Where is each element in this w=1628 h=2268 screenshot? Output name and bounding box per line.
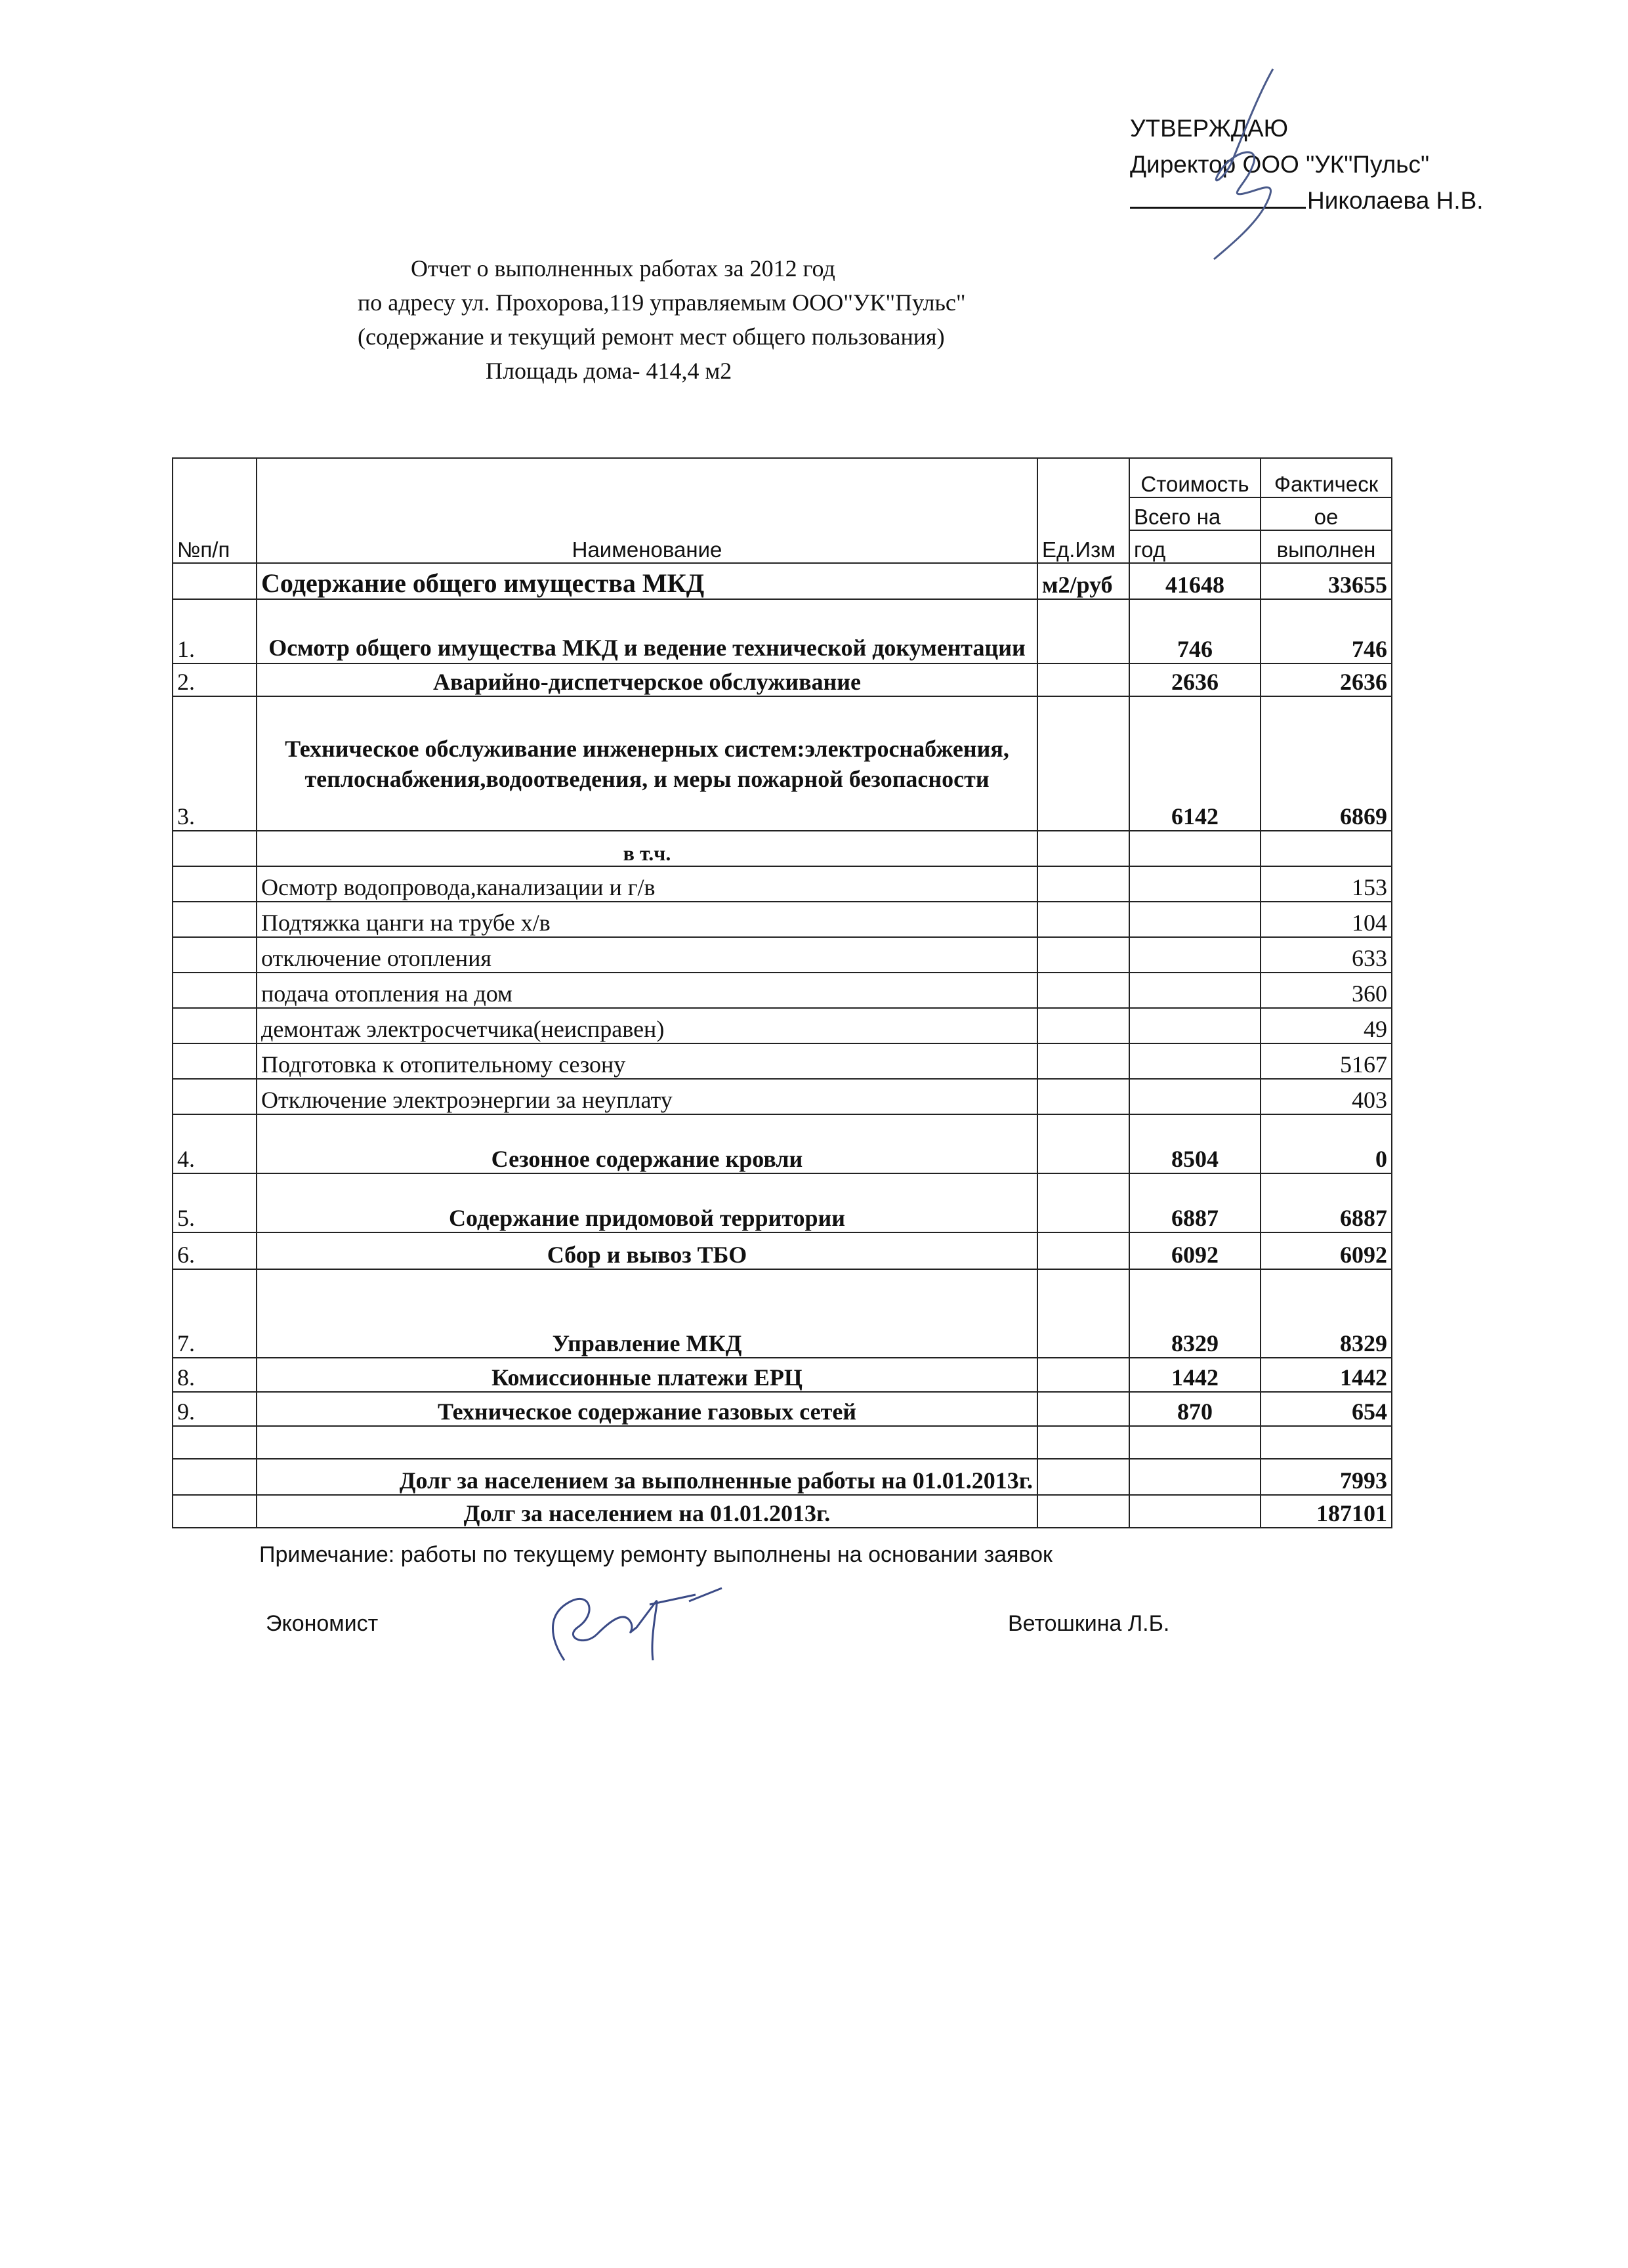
cell-fact: 2636: [1261, 663, 1392, 696]
table-row: [173, 937, 1392, 973]
cell-fact: [1261, 1426, 1392, 1459]
cell-name: Подготовка к отопительному сезону: [257, 1043, 1037, 1079]
cell-plan: [1129, 937, 1261, 973]
approval-position: Директор ООО "УК"Пульс": [1130, 151, 1430, 178]
cell-num: [173, 902, 257, 937]
header-num: №п/п: [173, 458, 257, 563]
cell-plan: [1129, 973, 1261, 1008]
footnote: Примечание: работы по текущему ремонту выполнены на основании заявок: [259, 1542, 1053, 1567]
table-row: [173, 831, 1392, 866]
cell-fact: 360: [1261, 973, 1392, 1008]
cell-num: 5.: [173, 1173, 257, 1232]
cell-plan: [1129, 1495, 1261, 1528]
cell-num: 1.: [173, 599, 257, 663]
cell-name: Сезонное содержание кровли: [257, 1114, 1037, 1173]
cell-fact: 6092: [1261, 1232, 1392, 1269]
cell-plan: 6887: [1129, 1173, 1261, 1232]
cell-unit: [1037, 973, 1129, 1008]
cell-unit: м2/руб: [1037, 563, 1129, 599]
cell-name: в т.ч.: [257, 831, 1037, 866]
cell-fact: 633: [1261, 937, 1392, 973]
cell-num: 6.: [173, 1232, 257, 1269]
cell-unit: [1037, 1008, 1129, 1043]
cell-unit: [1037, 1269, 1129, 1358]
cell-fact: 7993: [1261, 1459, 1392, 1495]
signer-name: Ветошкина Л.Б.: [1008, 1611, 1170, 1636]
cell-name: Отключение электроэнергии за неуплату: [257, 1079, 1037, 1114]
cell-plan: 870: [1129, 1392, 1261, 1426]
cell-plan: 41648: [1129, 563, 1261, 599]
header-fact-1: Фактическ: [1261, 458, 1392, 497]
cell-fact: [1261, 831, 1392, 866]
cell-plan: [1129, 902, 1261, 937]
cell-unit: [1037, 663, 1129, 696]
cell-unit: [1037, 599, 1129, 663]
table-row: [173, 1043, 1392, 1079]
cell-num: [173, 1008, 257, 1043]
table-row: [173, 563, 1392, 599]
cell-num: [173, 973, 257, 1008]
cell-fact: 6887: [1261, 1173, 1392, 1232]
table-row: [173, 663, 1392, 696]
table-row: [173, 866, 1392, 902]
table-row: [173, 1008, 1392, 1043]
cell-name: подача отопления на дом: [257, 973, 1037, 1008]
cell-name: Управление МКД: [257, 1269, 1037, 1358]
cell-unit: [1037, 1358, 1129, 1392]
header-cost-year-1: Всего на: [1129, 497, 1261, 530]
cell-plan: 8329: [1129, 1269, 1261, 1358]
cell-plan: [1129, 1459, 1261, 1495]
cell-unit: [1037, 1079, 1129, 1114]
cell-num: [173, 866, 257, 902]
header-cost-year-2: год: [1129, 530, 1261, 563]
cell-name: [257, 1426, 1037, 1459]
cell-name: Содержание общего имущества МКД: [257, 563, 1037, 599]
cell-unit: [1037, 1114, 1129, 1173]
report-title: Отчет о выполненных работах за 2012 год: [411, 255, 835, 282]
cell-fact: 6869: [1261, 696, 1392, 831]
cell-name: Содержание придомовой территории: [257, 1173, 1037, 1232]
table-row: [173, 599, 1392, 663]
cell-fact: 104: [1261, 902, 1392, 937]
table-row: [173, 1269, 1392, 1358]
approval-name: Николаева Н.В.: [1307, 187, 1484, 214]
cell-name: Долг за населением на 01.01.2013г.: [257, 1495, 1037, 1528]
cell-name: Сбор и вывоз ТБО: [257, 1232, 1037, 1269]
cell-plan: [1129, 1043, 1261, 1079]
cell-unit: [1037, 937, 1129, 973]
cell-fact: 746: [1261, 599, 1392, 663]
cell-num: 9.: [173, 1392, 257, 1426]
header-fact-2: ое: [1261, 497, 1392, 530]
cell-unit: [1037, 696, 1129, 831]
cell-unit: [1037, 866, 1129, 902]
cell-name: Аварийно-диспетчерское обслуживание: [257, 663, 1037, 696]
cell-fact: 654: [1261, 1392, 1392, 1426]
cell-fact: 1442: [1261, 1358, 1392, 1392]
cell-unit: [1037, 831, 1129, 866]
cell-plan: 6092: [1129, 1232, 1261, 1269]
cell-num: 8.: [173, 1358, 257, 1392]
cell-unit: [1037, 1392, 1129, 1426]
cell-plan: 746: [1129, 599, 1261, 663]
report-area: Площадь дома- 414,4 м2: [486, 358, 732, 384]
cell-unit: [1037, 1173, 1129, 1232]
cell-num: [173, 937, 257, 973]
table-row: [173, 1495, 1392, 1528]
cell-num: [173, 1043, 257, 1079]
table-row: [173, 696, 1392, 831]
cell-name: Долг за населением за выполненные работы на 01.01.2013г.: [257, 1459, 1037, 1495]
table-row: [173, 1079, 1392, 1114]
director-signature: [1181, 66, 1312, 262]
table-row: [173, 902, 1392, 937]
cell-fact: 0: [1261, 1114, 1392, 1173]
report-address: по адресу ул. Прохорова,119 управляемым ООО"УК"Пульс": [358, 289, 966, 316]
cell-fact: 8329: [1261, 1269, 1392, 1358]
cell-unit: [1037, 1043, 1129, 1079]
economist-signature: [525, 1575, 748, 1680]
cell-num: [173, 1459, 257, 1495]
cell-num: 7.: [173, 1269, 257, 1358]
cell-plan: [1129, 1426, 1261, 1459]
header-name: Наименование: [257, 458, 1037, 563]
table-row: [173, 1459, 1392, 1495]
table-row: [173, 1232, 1392, 1269]
cell-num: [173, 1079, 257, 1114]
cell-num: [173, 1426, 257, 1459]
cell-name: отключение отопления: [257, 937, 1037, 973]
cell-fact: 187101: [1261, 1495, 1392, 1528]
cell-unit: [1037, 1232, 1129, 1269]
cell-fact: 5167: [1261, 1043, 1392, 1079]
cell-plan: [1129, 866, 1261, 902]
cell-name: Осмотр водопровода,канализации и г/в: [257, 866, 1037, 902]
signer-title: Экономист: [266, 1611, 379, 1636]
cell-name: Техническое обслуживание инженерных систем:электроснабжения, теплоснабжения,водоотведения, и меры пожарной безопасности: [257, 696, 1037, 831]
header-fact-3: выполнен: [1261, 530, 1392, 563]
cell-unit: [1037, 1495, 1129, 1528]
cell-name: Осмотр общего имущества МКД и ведение технической документации: [257, 599, 1037, 663]
cell-unit: [1037, 902, 1129, 937]
table-row: [173, 1392, 1392, 1426]
table-row: [173, 1426, 1392, 1459]
header-cost: Стоимость: [1129, 458, 1261, 497]
cell-plan: 2636: [1129, 663, 1261, 696]
cell-fact: 153: [1261, 866, 1392, 902]
cell-name: демонтаж электросчетчика(неисправен): [257, 1008, 1037, 1043]
cell-plan: [1129, 1008, 1261, 1043]
cell-fact: 49: [1261, 1008, 1392, 1043]
cell-num: 3.: [173, 696, 257, 831]
table-row: [173, 1173, 1392, 1232]
report-scope: (содержание и текущий ремонт мест общего пользования): [358, 324, 945, 350]
works-table: [172, 457, 1392, 1528]
table-row: [173, 1114, 1392, 1173]
cell-num: 2.: [173, 663, 257, 696]
table-row: [173, 973, 1392, 1008]
cell-name: Техническое содержание газовых сетей: [257, 1392, 1037, 1426]
header-row: [173, 458, 1392, 497]
table-row: [173, 1358, 1392, 1392]
header-unit: Ед.Изм: [1037, 458, 1129, 563]
cell-plan: 6142: [1129, 696, 1261, 831]
cell-name: Подтяжка цанги на трубе х/в: [257, 902, 1037, 937]
cell-plan: 1442: [1129, 1358, 1261, 1392]
cell-plan: 8504: [1129, 1114, 1261, 1173]
cell-plan: [1129, 831, 1261, 866]
cell-unit: [1037, 1426, 1129, 1459]
cell-num: [173, 1495, 257, 1528]
cell-unit: [1037, 1459, 1129, 1495]
cell-num: 4.: [173, 1114, 257, 1173]
cell-name: Комиссионные платежи ЕРЦ: [257, 1358, 1037, 1392]
cell-fact: 403: [1261, 1079, 1392, 1114]
cell-num: [173, 563, 257, 599]
cell-num: [173, 831, 257, 866]
approval-heading: УТВЕРЖДАЮ: [1130, 115, 1289, 142]
cell-fact: 33655: [1261, 563, 1392, 599]
cell-plan: [1129, 1079, 1261, 1114]
